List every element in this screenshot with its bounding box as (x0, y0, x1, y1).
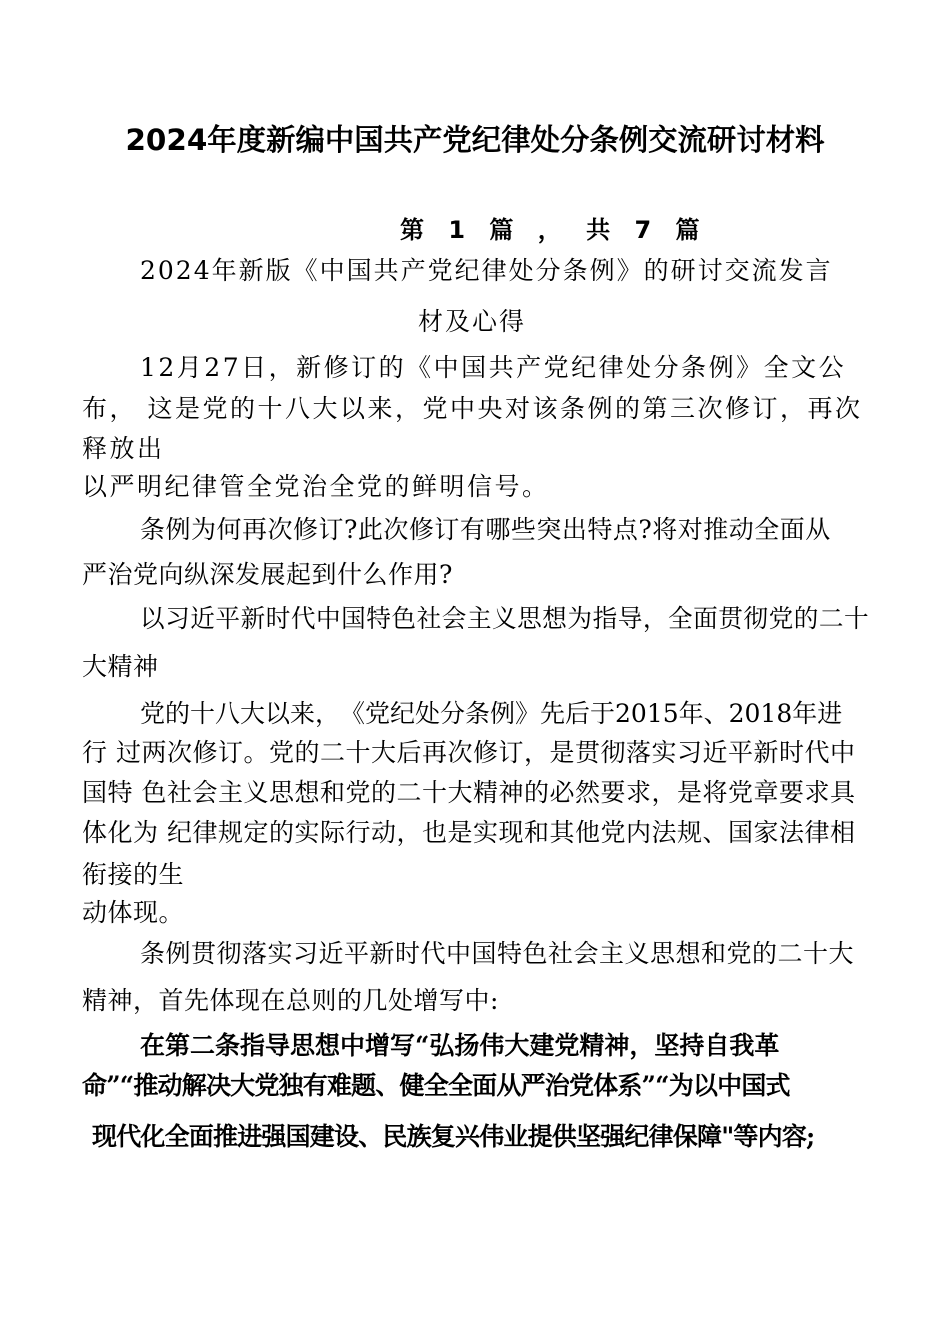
body-line: 大精神 (82, 652, 159, 681)
bold-line: 现代化全面推进强国建设、民族复兴伟业提供坚强纪律保障"等内容; (92, 1122, 815, 1151)
body-line: 条例贯彻落实习近平新时代中国特色社会主义思想和党的二十大 (140, 939, 855, 968)
bold-line: 在第二条指导思想中增写“弘扬伟大建党精神，坚持自我革 (140, 1031, 780, 1060)
subtitle-line-1: 2024年新版《中国共产党纪律处分条例》的研讨交流发言 (140, 256, 833, 285)
part-counter: 第 1 篇 ， 共 7 篇 (400, 216, 708, 244)
body-line: 行 过两次修订。党的二十大后再次修订，是贯彻落实习近平新时代中 (82, 738, 856, 767)
body-line: 以习近平新时代中国特色社会主义思想为指导，全面贯彻党的二十 (140, 604, 870, 633)
subtitle-line-2: 材及心得 (418, 307, 527, 336)
body-line: 以严明纪律管全党治全党的鲜明信号。 (82, 472, 550, 501)
body-line: 国特 色社会主义思想和党的二十大精神的必然要求，是将党章要求具 (82, 778, 856, 807)
body-line: 布， 这是党的十八大以来，党中央对该条例的第三次修订，再次 (82, 394, 863, 423)
body-line: 精神，首先体现在总则的几处增写中: (82, 986, 499, 1015)
bold-line: 命”“推动解决大党独有难题、健全全面从严治党体系”“为以中国式 (82, 1071, 790, 1100)
body-line: 党的十八大以来， 《党纪处分条例》先后于2015年、2018年进 (140, 699, 843, 728)
body-line: 严治党向纵深发展起到什么作用? (82, 560, 453, 589)
body-line: 动体现。 (82, 898, 185, 927)
body-line: 12月27日，新修订的《中国共产党纪律处分条例》全文公 (140, 353, 847, 382)
body-line: 条例为何再次修订?此次修订有哪些突出特点?将对推动全面从 (140, 515, 831, 544)
document-title: 2024年度新编中国共产党纪律处分条例交流研讨材料 (125, 123, 825, 157)
body-line: 释放出 (82, 434, 165, 463)
body-line: 体化为 纪律规定的实际行动，也是实现和其他党内法规、国家法律相 (82, 818, 856, 847)
body-line: 衔接的生 (82, 860, 185, 889)
